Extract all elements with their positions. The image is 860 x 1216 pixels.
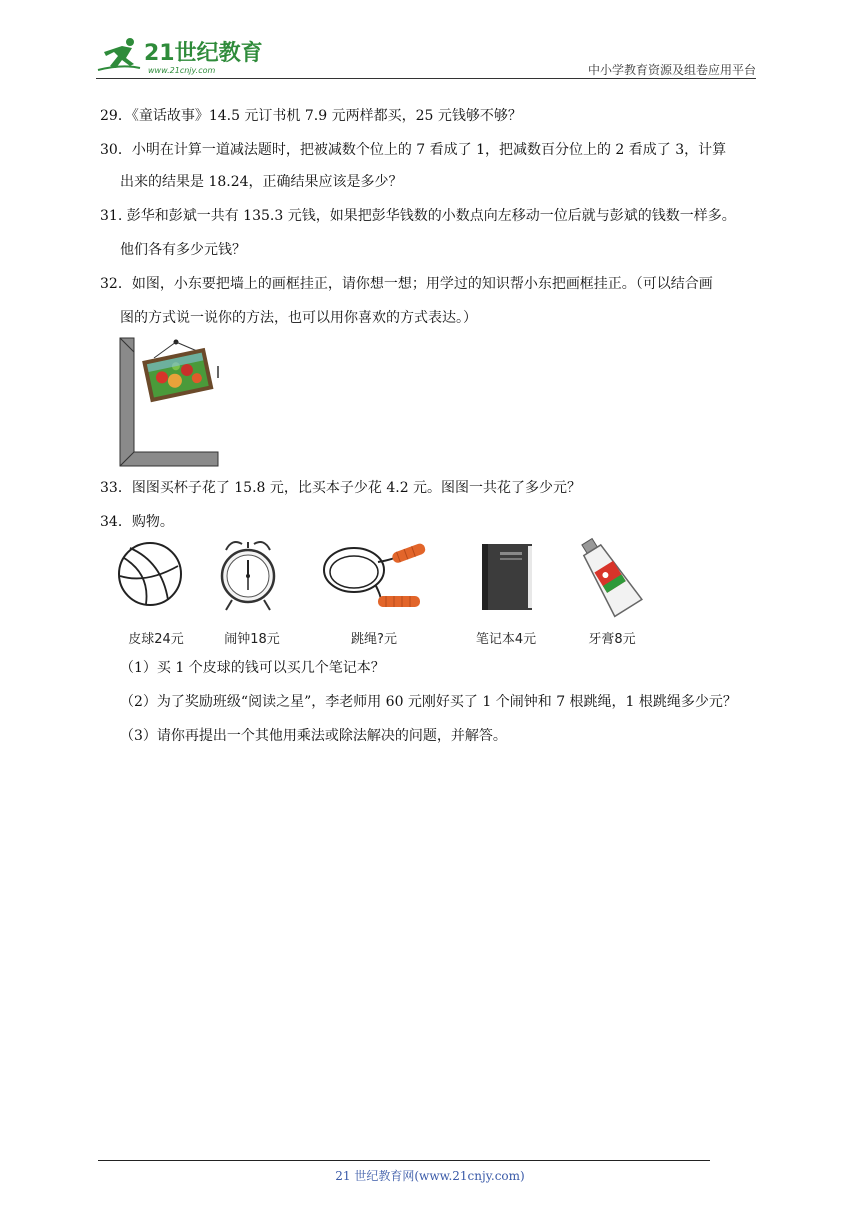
jump-rope-icon	[320, 536, 430, 618]
item-label: 牙膏8元	[588, 632, 636, 647]
item-notebook	[466, 536, 546, 652]
toothpaste-icon	[572, 536, 652, 618]
question-32-line2: 图的方式说一说你的方法，也可以用你喜欢的方式表达。）	[120, 310, 477, 326]
footer-text: 21 世纪教育网(www.21cnjy.com)	[335, 1169, 525, 1183]
question-31-line1: 31. 彭华和彭斌一共有 135.3 元钱，如果把彭华钱数的小数点向左移动一位后就与彭斌的钱数一样多。	[100, 208, 736, 224]
item-label: 笔记本4元	[475, 632, 537, 647]
question-30-line2: 出来的结果是 18.24，正确结果应该是多少？	[120, 174, 403, 190]
item-label: 闹钟18元	[224, 632, 280, 647]
item-ball	[116, 536, 196, 652]
question-30-line1: 30．小明在计算一道减法题时，把被减数个位上的 7 看成了 1，把减数百分位上的 2 看成了 3，计算	[100, 142, 727, 158]
item-jump-rope	[320, 536, 430, 652]
shopping-items	[116, 536, 656, 652]
item-toothpaste	[572, 536, 652, 652]
header-platform-text: 中小学教育资源及组卷应用平台	[587, 63, 756, 77]
tilted-frame-figure	[118, 336, 222, 468]
item-label: 皮球24元	[128, 632, 184, 647]
question-33: 33．图图买杯子花了 15.8 元，比买本子少花 4.2 元。图图一共花了多少元？	[100, 480, 582, 496]
item-alarm-clock	[212, 536, 292, 652]
question-34: 34．购物。	[100, 514, 174, 530]
runner-logo-icon	[92, 34, 262, 78]
question-29: 29．《童话故事》14.5 元订书机 7.9 元两样都买，25 元钱够不够？	[100, 108, 522, 124]
subquestion-2: （2）为了奖励班级“阅读之星”，李老师用 60 元刚好买了 1 个闹钟和 7 根跳绳，1 根跳绳多少元？	[120, 694, 737, 710]
alarm-clock-icon	[212, 536, 292, 618]
question-31-line2: 他们各有多少元钱？	[120, 242, 246, 258]
logo-text: 21世纪教育	[144, 41, 262, 66]
item-label: 跳绳?元	[351, 632, 397, 647]
subquestion-1: （1）买 1 个皮球的钱可以买几个笔记本？	[120, 660, 385, 676]
site-logo	[92, 34, 262, 78]
question-32-line1: 32．如图，小东要把墙上的画框挂正，请你想一想；用学过的知识帮小东把画框挂正。（可以结合画	[100, 276, 713, 292]
ball-icon	[116, 536, 196, 618]
logo-url: www.21cnjy.com	[148, 66, 216, 75]
subquestion-3: （3）请你再提出一个其他用乘法或除法解决的问题，并解答。	[120, 728, 507, 744]
notebook-icon	[466, 536, 546, 618]
header-divider	[96, 78, 756, 79]
footer-divider	[98, 1160, 710, 1161]
